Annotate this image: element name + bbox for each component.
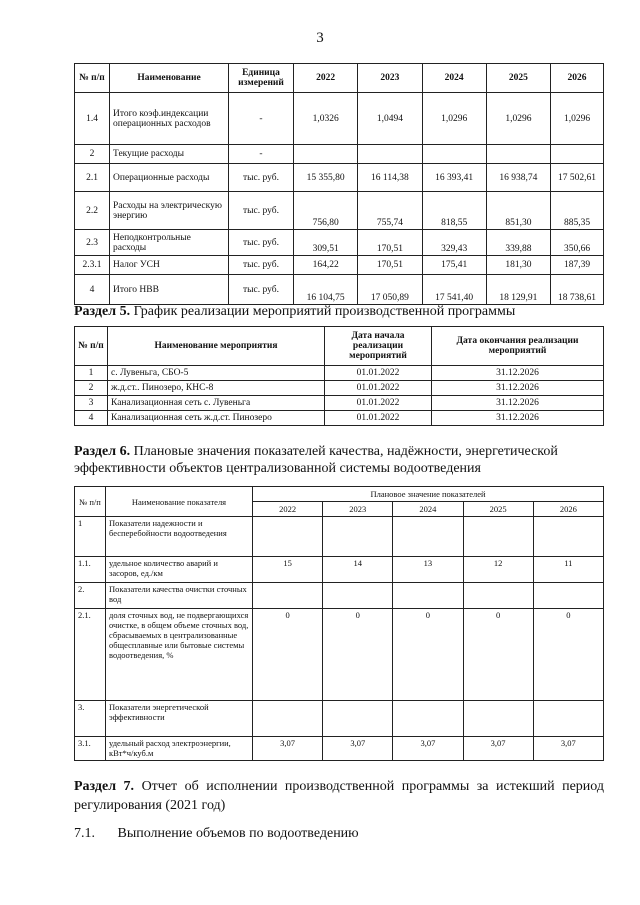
cell: 1,0296 <box>551 93 604 145</box>
cell <box>463 583 533 609</box>
cell: 1,0296 <box>486 93 550 145</box>
cell: 181,30 <box>486 256 550 275</box>
cell: Расходы на электрическую энергию <box>110 192 229 230</box>
cell: 756,80 <box>294 192 358 230</box>
table-row <box>75 366 604 381</box>
cell <box>393 701 463 737</box>
cell: 1,0296 <box>422 93 486 145</box>
cell <box>323 701 393 737</box>
cell: Налог УСН <box>110 256 229 275</box>
cell: 3. <box>75 701 106 737</box>
table-row <box>75 411 604 426</box>
section-6-title: Плановые значения показателей качества, надёжности, энергетической эффективности объектов централизованной системы водоотведения <box>74 444 558 476</box>
cell: 1 <box>75 366 108 381</box>
col-header-2023: 2023 <box>358 64 422 93</box>
cell <box>486 145 550 164</box>
cell <box>533 517 603 557</box>
cell: 170,51 <box>358 256 422 275</box>
cell: 818,55 <box>422 192 486 230</box>
cell: 2 <box>75 145 110 164</box>
cell: 0 <box>393 609 463 701</box>
section-7-heading <box>74 777 604 815</box>
col-header-end: Дата окончания реализации мероприятий <box>432 327 604 366</box>
col-header-2022: 2022 <box>253 502 323 517</box>
cell: 851,30 <box>486 192 550 230</box>
col-header-num: № п/п <box>75 327 108 366</box>
cell: 170,51 <box>358 230 422 256</box>
cell: 3,07 <box>253 737 323 761</box>
cell: Текущие расходы <box>110 145 229 164</box>
cell: 11 <box>533 557 603 583</box>
cell: 0 <box>533 609 603 701</box>
table-header-row <box>75 327 604 366</box>
col-header-unit: Единица измерений <box>229 64 294 93</box>
cell: Операционные расходы <box>110 164 229 192</box>
cell <box>393 583 463 609</box>
cell: - <box>229 145 294 164</box>
cell <box>253 517 323 557</box>
cell: 2 <box>75 381 108 396</box>
table-row <box>75 93 604 145</box>
cell: 2.1 <box>75 164 110 192</box>
col-header-name: Наименование <box>110 64 229 93</box>
subsection-heading <box>74 826 359 842</box>
cell: 31.12.2026 <box>432 396 604 411</box>
col-header-2024: 2024 <box>422 64 486 93</box>
cell: 3,07 <box>393 737 463 761</box>
cell: тыс. руб. <box>229 256 294 275</box>
table-row <box>75 557 604 583</box>
cell: 350,66 <box>551 230 604 256</box>
cell <box>294 145 358 164</box>
cell <box>463 701 533 737</box>
cell: 164,22 <box>294 256 358 275</box>
cell <box>253 583 323 609</box>
cell: Неподконтрольные расходы <box>110 230 229 256</box>
cell: 01.01.2022 <box>325 396 432 411</box>
cell: 3,07 <box>533 737 603 761</box>
cell: 3,07 <box>323 737 393 761</box>
cell: ж.д.ст.. Пинозеро, КНС-8 <box>108 381 325 396</box>
cell <box>393 517 463 557</box>
col-header-num: № п/п <box>75 487 106 517</box>
cell: тыс. руб. <box>229 164 294 192</box>
col-header-2022: 2022 <box>294 64 358 93</box>
cell: 01.01.2022 <box>325 366 432 381</box>
cell: 755,74 <box>358 192 422 230</box>
cell: 2.2 <box>75 192 110 230</box>
cell <box>533 583 603 609</box>
cell: 16 114,38 <box>358 164 422 192</box>
cell: 329,43 <box>422 230 486 256</box>
section-6-label: Раздел 6. <box>74 444 131 459</box>
cell: 01.01.2022 <box>325 381 432 396</box>
col-header-2026: 2026 <box>551 64 604 93</box>
cell: 2. <box>75 583 106 609</box>
table-row <box>75 396 604 411</box>
cell: 14 <box>323 557 393 583</box>
page-number: 3 <box>316 30 324 46</box>
col-header-plan: Плановое значение показателей <box>253 487 604 502</box>
table-row <box>75 609 604 701</box>
section-7-title: Отчет об исполнении производственной программы за истекший период регулирования (2021 год) <box>74 779 605 813</box>
subsection-number: 7.1. <box>74 826 95 841</box>
cell: 18 738,61 <box>551 275 604 305</box>
col-header-2023: 2023 <box>323 502 393 517</box>
cell <box>323 517 393 557</box>
table-row <box>75 164 604 192</box>
cell: 13 <box>393 557 463 583</box>
cell: 4 <box>75 275 110 305</box>
indicators-table <box>74 486 604 761</box>
cell <box>253 701 323 737</box>
col-header-2024: 2024 <box>393 502 463 517</box>
cell: 16 104,75 <box>294 275 358 305</box>
table-row <box>75 737 604 761</box>
col-header-event: Наименование мероприятия <box>108 327 325 366</box>
cell: тыс. руб. <box>229 275 294 305</box>
cell <box>422 145 486 164</box>
cell: 01.01.2022 <box>325 411 432 426</box>
table-row <box>75 583 604 609</box>
section-5-title: График реализации мероприятий производственной программы <box>133 304 516 319</box>
table-row <box>75 701 604 737</box>
col-header-2025: 2025 <box>486 64 550 93</box>
cell: Канализационная сеть ж.д.ст. Пинозеро <box>108 411 325 426</box>
cell: 2.3 <box>75 230 110 256</box>
cell: 175,41 <box>422 256 486 275</box>
cell: 2.3.1 <box>75 256 110 275</box>
cell: 0 <box>253 609 323 701</box>
col-header-indicator: Наименование показателя <box>106 487 253 517</box>
cell: 18 129,91 <box>486 275 550 305</box>
cell: - <box>229 93 294 145</box>
cell: 15 <box>253 557 323 583</box>
cell: 309,51 <box>294 230 358 256</box>
cell: 1.1. <box>75 557 106 583</box>
cell <box>358 145 422 164</box>
table-row <box>75 192 604 230</box>
cell: 3.1. <box>75 737 106 761</box>
cell: Показатели качества очистки сточных вод <box>106 583 253 609</box>
cell: 3 <box>75 396 108 411</box>
cell: тыс. руб. <box>229 230 294 256</box>
cell: с. Лувеньга, СБО-5 <box>108 366 325 381</box>
cell: 16 938,74 <box>486 164 550 192</box>
cell: Показатели энергетической эффективности <box>106 701 253 737</box>
table-row <box>75 517 604 557</box>
section-5-heading <box>74 303 604 320</box>
table-row <box>75 381 604 396</box>
cell: 31.12.2026 <box>432 381 604 396</box>
cell: 1,0494 <box>358 93 422 145</box>
cell: 1,0326 <box>294 93 358 145</box>
table-row <box>75 230 604 256</box>
section-7-label: Раздел 7. <box>74 779 135 794</box>
cell: Итого НВВ <box>110 275 229 305</box>
col-header-start: Дата начала реализации мероприятий <box>325 327 432 366</box>
cell: 31.12.2026 <box>432 366 604 381</box>
cell: 12 <box>463 557 533 583</box>
cell: 0 <box>323 609 393 701</box>
cell: 1 <box>75 517 106 557</box>
cell: удельное количество аварий и засоров, ед./км <box>106 557 253 583</box>
cell <box>551 145 604 164</box>
cell: 885,35 <box>551 192 604 230</box>
cell: Канализационная сеть с. Лувеньга <box>108 396 325 411</box>
expenses-table <box>74 63 604 305</box>
table-row <box>75 275 604 305</box>
cell: 4 <box>75 411 108 426</box>
cell: Показатели надежности и бесперебойности водоотведения <box>106 517 253 557</box>
table-row <box>75 145 604 164</box>
cell: 1.4 <box>75 93 110 145</box>
cell: 31.12.2026 <box>432 411 604 426</box>
cell: удельный расход электроэнергии, кВт*ч/куб.м <box>106 737 253 761</box>
cell: 0 <box>463 609 533 701</box>
cell <box>533 701 603 737</box>
schedule-table <box>74 326 604 426</box>
col-header-num: № п/п <box>75 64 110 93</box>
cell: 17 541,40 <box>422 275 486 305</box>
table-row <box>75 256 604 275</box>
cell: 339,88 <box>486 230 550 256</box>
table-header-row <box>75 64 604 93</box>
section-6-heading <box>74 443 604 477</box>
cell: 16 393,41 <box>422 164 486 192</box>
cell: 3,07 <box>463 737 533 761</box>
cell: Итого коэф.индексации операционных расходов <box>110 93 229 145</box>
cell <box>323 583 393 609</box>
cell: 187,39 <box>551 256 604 275</box>
section-5-label: Раздел 5. <box>74 304 131 319</box>
col-header-2025: 2025 <box>463 502 533 517</box>
subsection-title: Выполнение объемов по водоотведению <box>117 826 359 841</box>
cell: 2.1. <box>75 609 106 701</box>
cell: доля сточных вод, не подвергающихся очистке, в общем объеме сточных вод, сбрасываемых в централизованные общесплавные или бытовые системы водоотведения, % <box>106 609 253 701</box>
col-header-2026: 2026 <box>533 502 603 517</box>
cell: 17 050,89 <box>358 275 422 305</box>
cell: 17 502,61 <box>551 164 604 192</box>
cell: 15 355,80 <box>294 164 358 192</box>
cell <box>463 517 533 557</box>
cell: тыс. руб. <box>229 192 294 230</box>
table-header-row <box>75 487 604 502</box>
